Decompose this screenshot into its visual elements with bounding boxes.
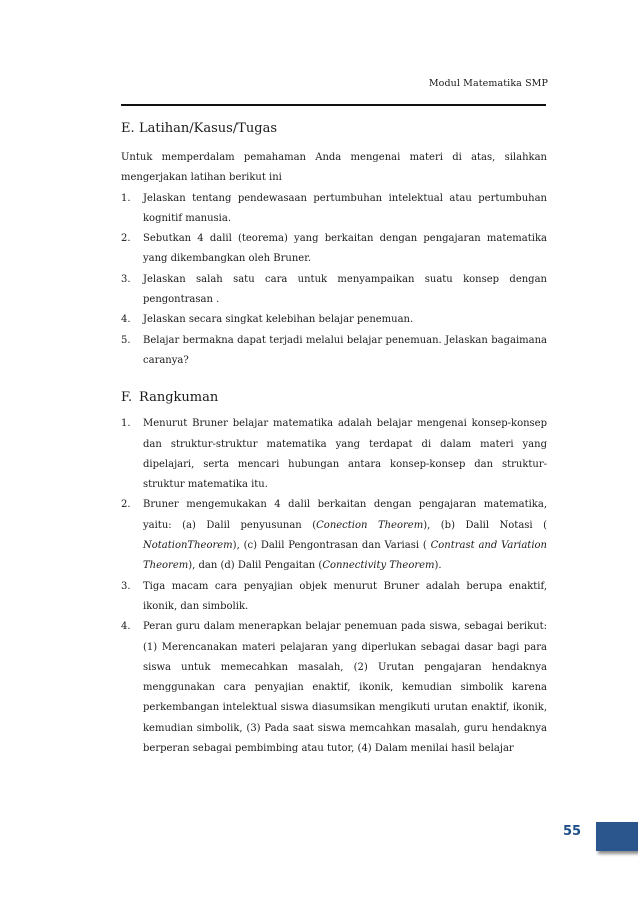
section-e-intro: Untuk memperdalam pemahaman Anda mengenai materi di atas, silahkan mengerjakan latihan berikut ini xyxy=(121,152,547,184)
item-text-end: ). xyxy=(434,560,442,572)
exercise-item xyxy=(121,270,547,311)
page-content xyxy=(121,117,547,759)
summary-item xyxy=(121,577,547,618)
theorem-name: Connectivity Theorem xyxy=(322,560,435,572)
page-number-tab xyxy=(596,822,638,851)
exercise-item xyxy=(121,331,547,372)
exercise-list xyxy=(121,189,547,372)
item-text-lead: Bruner mengemukakan 4 dalil berkaitan dengan pengajaran matematika, yaitu: (a) Dalil penyusunan ( xyxy=(143,499,547,531)
exercise-item xyxy=(121,189,547,230)
page-number: 55 xyxy=(563,824,582,839)
summary-item xyxy=(121,617,547,759)
item-text-mid: ), (b) Dalil Notasi ( xyxy=(423,519,548,531)
item-text-mid: ), (c) Dalil Pengontrasan dan Variasi ( xyxy=(232,540,431,552)
item-text: Peran guru dalam menerapkan belajar penemuan pada siswa, sebagai berikut: (1) Merencanakan materi pelajaran yang diperlukan sebagai dasar bagi para siswa untuk memecahkan masalah, (2) Urutan pengajaran hendaknya menggunakan cara penyajian enaktif, ikonik, kemudian simbolik karena perkembangan intelektual siswa diasumsikan mengikuti urutan enaktif, ikonik, kemudian simbolik, (3) Pada saat siswa memcahkan masalah, guru hendaknya berperan sebagai pembimbing atau tutor, (4) Dalam menilai hasil belajar xyxy=(143,621,547,755)
item-text-mid: ), dan (d) Dalil Pengaitan ( xyxy=(188,560,323,572)
item-number: 3. xyxy=(121,580,131,592)
item-number: 4. xyxy=(121,621,131,633)
summary-list xyxy=(121,414,547,759)
section-f-letter: F. xyxy=(121,390,133,406)
theorem-name: NotationTheorem xyxy=(143,540,233,552)
theorem-name: Contrast and Variation Theorem xyxy=(143,540,547,572)
exercise-item xyxy=(121,229,547,270)
item-text: Jelaskan secara singkat kelebihan belajar penemuan. xyxy=(143,314,414,326)
item-number: 3. xyxy=(121,273,131,285)
item-text: Jelaskan salah satu cara untuk menyampaikan suatu konsep dengan pengontrasan . xyxy=(143,273,547,306)
item-number: 5. xyxy=(121,334,131,346)
item-text: Sebutkan 4 dalil (teorema) yang berkaitan dengan pengajaran matematika yang dikembangkan oleh Bruner. xyxy=(143,233,547,265)
summary-item xyxy=(121,414,547,495)
section-f-heading xyxy=(121,386,547,410)
item-text: Jelaskan tentang pendewasaan pertumbuhan intelektual atau pertumbuhan kognitif manusia. xyxy=(143,192,547,224)
section-e xyxy=(121,117,547,371)
section-f xyxy=(121,386,547,759)
header-rule xyxy=(121,104,546,106)
item-number: 1. xyxy=(121,192,131,204)
item-number: 2. xyxy=(121,499,131,511)
section-f-title: Rangkuman xyxy=(139,390,219,406)
item-number: 4. xyxy=(121,314,131,326)
exercise-item xyxy=(121,310,547,330)
section-e-heading xyxy=(121,117,547,141)
item-number: 2. xyxy=(121,233,131,245)
item-text: Menurut Bruner belajar matematika adalah belajar mengenai konsep-konsep dan struktur-struktur matematika yang terdapat di dalam materi yang dipelajari, serta mencari hubungan antara konsep-konsep dan struktur-struktur matematika itu. xyxy=(143,418,547,491)
section-e-title: Latihan/Kasus/Tugas xyxy=(139,121,277,136)
item-text: Belajar bermakna dapat terjadi melalui belajar penemuan. Jelaskan bagaimana caranya? xyxy=(143,334,547,366)
item-text: Tiga macam cara penyajian objek menurut Bruner adalah berupa enaktif, ikonik, dan simbolik. xyxy=(143,580,547,612)
item-number: 1. xyxy=(121,418,131,430)
running-header: Modul Matematika SMP xyxy=(428,78,548,89)
section-e-letter: E. xyxy=(121,121,135,136)
theorem-name: Conection Theorem xyxy=(316,519,424,531)
summary-item xyxy=(121,495,547,576)
